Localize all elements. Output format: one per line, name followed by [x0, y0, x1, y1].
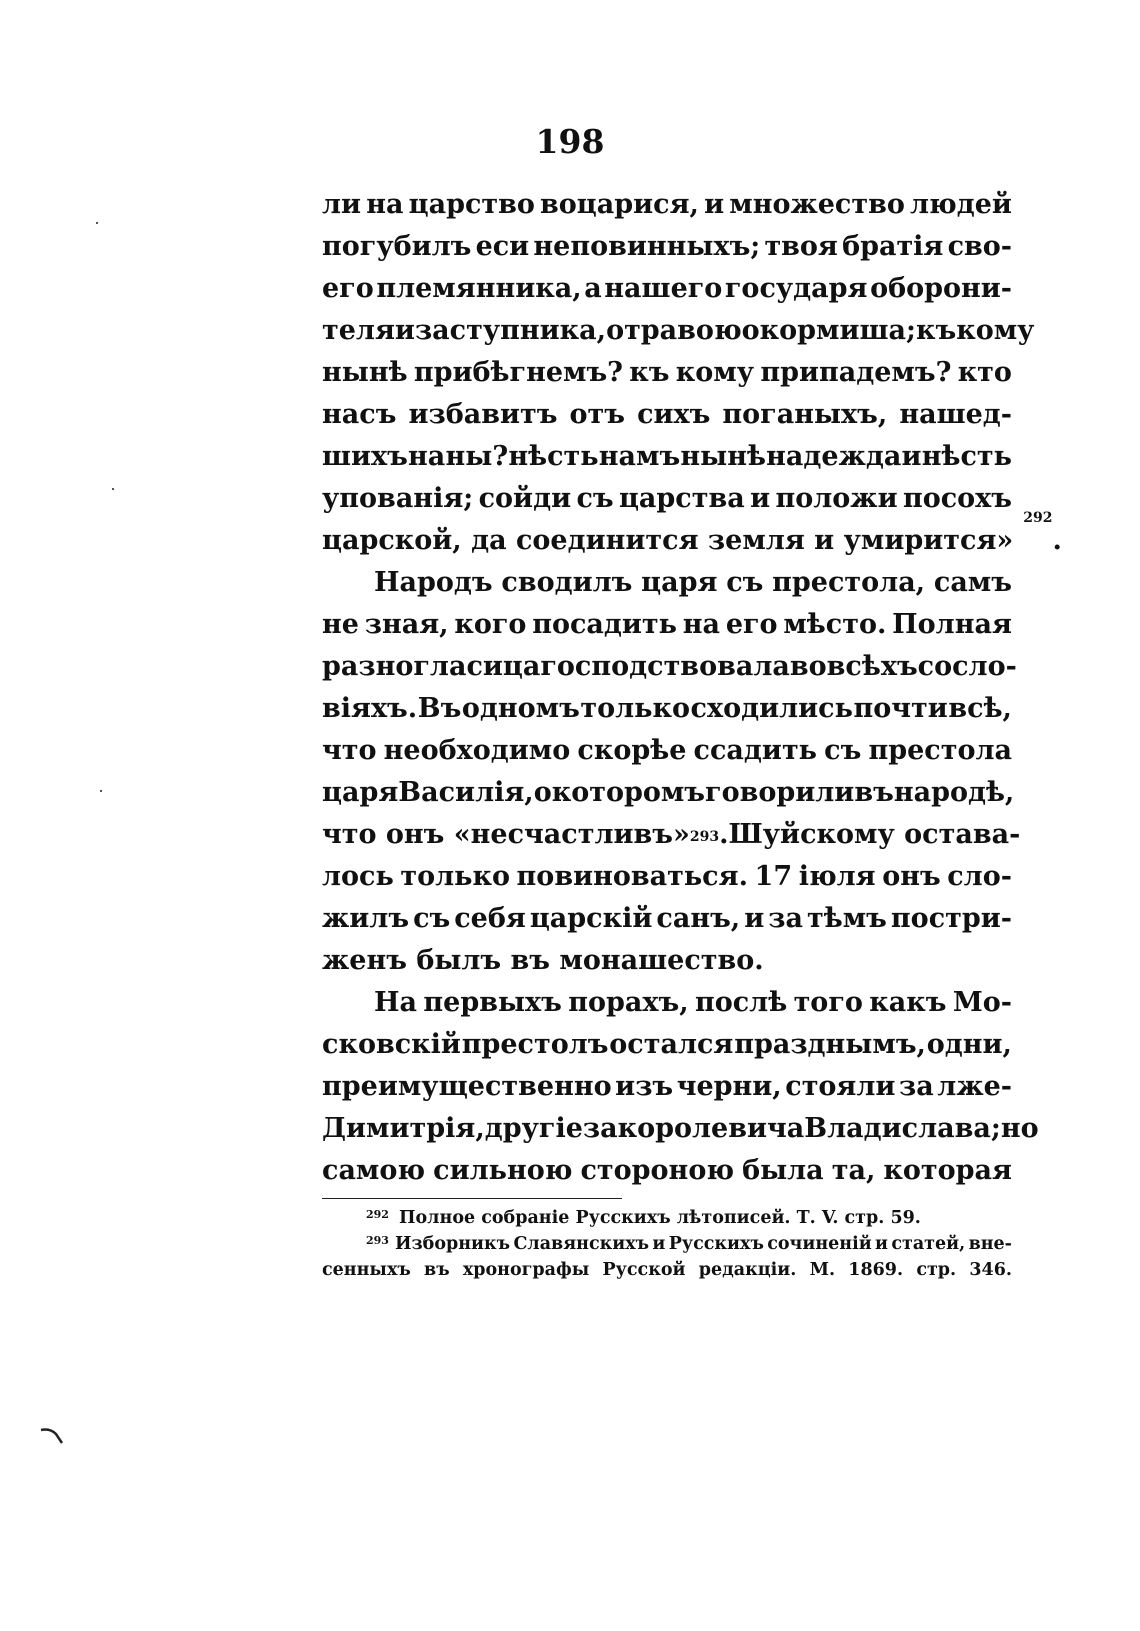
- text-line: віяхъ. Въ одномъ только сходились почти всѣ,: [322, 693, 1012, 724]
- text-line: царя Василія, о которомъ говорили въ народѣ,: [322, 777, 1015, 808]
- text-line: [322, 940, 1012, 982]
- text-line: лось только повиноваться. 17 іюля онъ сло-: [322, 861, 1012, 892]
- page-number: 198: [535, 122, 605, 161]
- scan-speck: [96, 222, 98, 224]
- footnote-divider: [322, 1198, 622, 1199]
- line-text: что онъ «несчастливъ»: [322, 819, 690, 850]
- footnote-293-continued: сенныхъ въ хронографы Русской редакціи. М. 1869. стр. 346.: [322, 1260, 1012, 1280]
- text-line: нынѣ прибѣгнемъ? къ кому припадемъ? кто: [322, 357, 1012, 388]
- footnote-text: Полное собраніе Русскихъ лѣтописей. Т. V. стр. 59.: [398, 1208, 921, 1228]
- footnote-ref[interactable]: 292: [1023, 510, 1053, 526]
- text-line: шихъ на ны? нѣсть намъ нынѣ надежда и нѣсть: [322, 441, 1012, 472]
- text-line: [322, 510, 1062, 562]
- text-line: Димитрія, другіе за королевича Владислава; но: [322, 1113, 1039, 1144]
- footnote-292: [322, 1205, 1012, 1231]
- body-text: [322, 184, 1062, 1192]
- paragraph-start-line: На первыхъ порахъ, послѣ того какъ Мо-: [374, 987, 1012, 1018]
- text-line: погубилъ еси неповинныхъ; твоя братія сво-: [322, 231, 1012, 262]
- period: .: [719, 819, 729, 850]
- footnote-number: 292: [366, 1208, 389, 1221]
- text-line: теля и заступника, отравою окормиша; къ кому: [322, 315, 1035, 346]
- text-line: разногласица господствовала во всѣхъ сосло-: [322, 651, 1017, 682]
- text-line: насъ избавитъ отъ сихъ поганыхъ, нашед-: [322, 399, 1012, 430]
- footnotes: [322, 1205, 1012, 1283]
- period: .: [1052, 525, 1062, 556]
- line-text: царской, да соединится земля и умирится»: [322, 525, 1014, 556]
- footnote-number: 293: [366, 1234, 389, 1247]
- scan-mark-icon: [40, 1426, 66, 1446]
- text-line: не зная, кого посадить на его мѣсто. Полная: [322, 609, 1012, 640]
- line-text: женъ былъ въ монашество.: [322, 945, 764, 976]
- text-line: самою сильною стороною была та, которая: [322, 1155, 1012, 1186]
- text-line: жилъ съ себя царскій санъ, и за тѣмъ постри-: [322, 903, 1012, 934]
- text-line: что онъ «несчастливъ» $^{293}$ . Шуйскому остава-: [322, 814, 1012, 856]
- paragraph-start-line: Народъ сводилъ царя съ престола, самъ: [374, 567, 1012, 598]
- scan-speck: [100, 790, 102, 792]
- text-line: сковскій престолъ остался празднымъ, одни,: [322, 1029, 1012, 1060]
- scan-speck: [112, 488, 114, 490]
- line-text: Шуйскому остава-: [728, 819, 1021, 850]
- text-line: его племянника, а нашего государя оборони-: [322, 273, 1012, 304]
- footnote-293: $^{293}$ Изборникъ Славянскихъ и Русскихъ сочиненій и статей, вне-: [366, 1234, 1012, 1254]
- text-line: что необходимо скорѣе ссадить съ престола: [322, 735, 1012, 766]
- text-line: упованія; сойди съ царства и положи посохъ: [322, 483, 1012, 514]
- text-line: ли на царство воцарися, и множество людей: [322, 189, 1012, 220]
- text-line: преимущественно изъ черни, стояли за лже-: [322, 1071, 1012, 1102]
